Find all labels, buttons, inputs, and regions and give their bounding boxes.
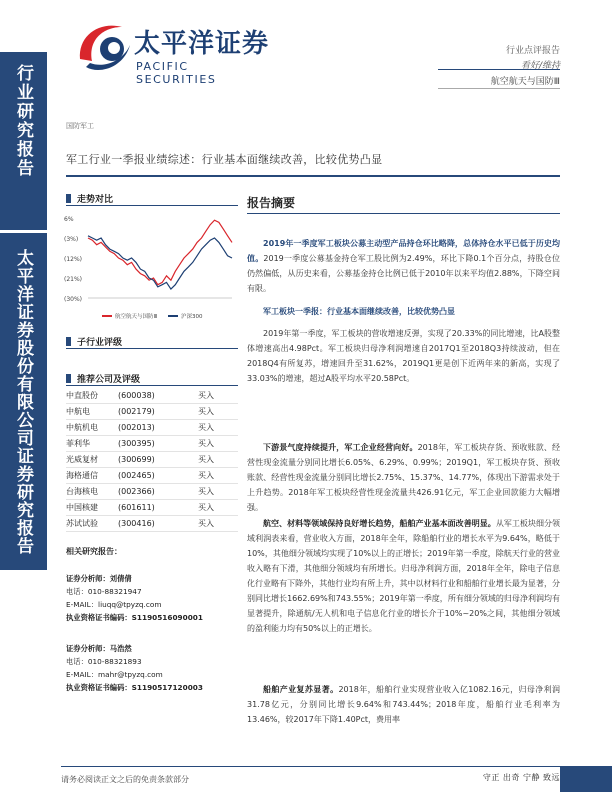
analyst-1 [66, 572, 246, 624]
pick-row [66, 484, 238, 500]
abstract-heading: 报告摘要 [247, 196, 296, 210]
trend-chart [62, 210, 240, 330]
paragraph-4 [247, 516, 560, 636]
pick-name: 中航机电 [66, 423, 98, 432]
paragraph-3 [247, 440, 560, 515]
page-title: 军工行业一季报业绩综述：行业基本面继续改善，比较优势凸显 [66, 153, 383, 166]
related-reports-heading: 相关研究报告： [66, 547, 122, 556]
paragraph-5-lead: 船舶产业复苏显著。 [263, 685, 339, 694]
analyst-name: 证券分析师：马浩然 [66, 644, 132, 653]
pick-code: (002179) [118, 407, 155, 416]
series-line-0 [88, 220, 232, 285]
pick-rating: 买入 [198, 487, 214, 496]
category-label: 国防军工 [66, 122, 94, 130]
pick-code: (002366) [118, 487, 155, 496]
y-tick-label: 6% [64, 216, 74, 223]
footer-accent [560, 766, 612, 792]
pick-rating: 买入 [198, 519, 214, 528]
pick-code: (600038) [118, 391, 155, 400]
paragraph-4-lead: 航空、材料等领域保持良好增长趋势，船舶产业基本面改善明显。 [263, 519, 496, 528]
side-banner-top-text: 行业研究报告 [13, 64, 33, 178]
analyst-email: E-MAIL：liuqq@tpyzq.com [66, 600, 162, 609]
paragraph-1-lead: 2019年一季度军工板块公募主动型产品持仓环比略降，总体持仓水平已低于历史均值。 [247, 239, 560, 263]
pick-rating: 买入 [198, 407, 214, 416]
analyst-name: 证券分析师：刘倩倩 [66, 574, 132, 583]
analyst-phone: 电话：010-88321947 [66, 587, 142, 596]
analyst-2 [66, 642, 246, 694]
paragraph-4-body: 从军工板块细分领域利润表来看，营业收入方面，2018年全年，除船舶行业的增长水平为9.64%，略低于10%，其他细分领域均实现了10%以上的正增长；2019年第一季度，除航天行业的营业收入略有下滑，其他细分领域均有所增长。归母净利润方面，2018年全年，除电子信息化行业略有下降外，其他行业均有所上升，其中以材料行业和船舶行业增长最为显著，分别同比增长1662.69%和743.55%；2019年第一季度，所有细分领域的归母净利润均有显著提升，除通航/无人机和电子信息化行业的增长介于10%~20%之间，其他细分领域的盈利能力均有50%以上的正增长。 [247, 519, 561, 633]
sector-label: 航空航天与国防Ⅲ [490, 77, 560, 87]
pick-rating: 买入 [198, 423, 214, 432]
analyst-phone: 电话：010-88321893 [66, 657, 142, 666]
side-banner-bottom-text: 太平洋证券股份有限公司证券研究报告 [13, 249, 33, 555]
pick-code: (300395) [118, 439, 155, 448]
y-tick-label: (3%) [64, 236, 79, 243]
rating-heading: 子行业评级 [66, 335, 122, 348]
pick-name: 中国核建 [66, 503, 98, 512]
pick-row [66, 436, 238, 452]
paragraph-1 [247, 236, 560, 296]
paragraph-2b [247, 326, 560, 386]
paragraph-2-body: 2019年第一季度，军工板块的营收增速反弹，实现了20.33%的同比增速，比A股整体增速高出4.98Pct。军工板块归母净利润增速自2017Q1至2018Q3持续波动，但在2018Q4有所复苏，增速回升至31.62%，2019Q1更是创下近两年来的新高，实现了33.03%的增速，超过A股平均水平20.58Pct。 [247, 329, 560, 383]
pick-code: (300699) [118, 455, 155, 464]
report-type: 行业点评报告 [505, 46, 560, 56]
trend-rule [66, 205, 238, 206]
picks-rule [66, 385, 238, 386]
section-marker-icon [66, 374, 71, 383]
series-line-1 [88, 236, 232, 289]
rating: 看好/维持 [520, 61, 560, 71]
y-tick-label: (21%) [64, 276, 83, 283]
logo-en-text: PACIFIC SECURITIES [136, 60, 217, 86]
side-banner-bottom [0, 230, 47, 570]
pick-row [66, 404, 238, 420]
side-banner-top [0, 52, 47, 230]
pick-rating: 买入 [198, 471, 214, 480]
section-marker-icon [66, 337, 71, 346]
pick-code: (002465) [118, 471, 155, 480]
legend-label: 沪深300 [181, 314, 203, 320]
y-tick-label: (30%) [64, 296, 83, 303]
pick-name: 苏试试验 [66, 519, 98, 528]
picks-heading: 推荐公司及评级 [66, 372, 140, 385]
pick-name: 光威复材 [66, 455, 98, 464]
analyst-email: E-MAIL：mahr@tpyzq.com [66, 670, 163, 679]
header-divider [438, 69, 560, 70]
analyst-cert: 执业资格证书编码：S1190517120003 [66, 683, 203, 692]
abstract-rule [247, 213, 560, 214]
pick-row [66, 516, 238, 532]
header-divider-2 [438, 88, 560, 89]
picks-table [66, 388, 238, 532]
pick-name: 台海核电 [66, 487, 98, 496]
pick-rating: 买入 [198, 455, 214, 464]
footer-disclaimer: 请务必阅读正文之后的免责条款部分 [61, 775, 189, 784]
logo-swoosh-icon [70, 15, 134, 79]
paragraph-3-lead: 下游景气度持续提升，军工企业经营向好。 [263, 443, 418, 452]
section-marker-icon [66, 194, 71, 203]
pick-row [66, 420, 238, 436]
pick-name: 中直股份 [66, 391, 98, 400]
pick-rating: 买入 [198, 503, 214, 512]
pick-row [66, 452, 238, 468]
pick-row [66, 500, 238, 516]
footer-rule [61, 766, 560, 767]
logo-cn-text: 太平洋证券 [134, 29, 270, 59]
rating-rule [66, 348, 238, 349]
trend-chart-svg [62, 210, 240, 330]
pick-code: (300416) [118, 519, 155, 528]
pick-code: (601611) [118, 503, 155, 512]
pick-rating: 买入 [198, 439, 214, 448]
paragraph-5 [247, 682, 560, 727]
analyst-cert: 执业资格证书编码：S1190516090001 [66, 613, 203, 622]
paragraph-3-body: 2018年，军工板块存货、预收账款、经营性现金流量分别同比增长6.05%、6.29%、0.99%；2019Q1，军工板块存货、预收账款、经营性现金流量分别同比增长2.75%、15.37%、14.77%，体现出下游需求处于上升趋势。2018年军工板块经营性现金流量共426.91亿元，军工企业回款能力大幅增强。 [247, 443, 560, 512]
pick-name: 海格通信 [66, 471, 98, 480]
trend-heading: 走势对比 [66, 192, 113, 205]
title-rule [66, 175, 560, 177]
side-banner [0, 0, 47, 792]
paragraph-2 [247, 304, 560, 319]
pick-row [66, 388, 238, 404]
pick-name: 菲利华 [66, 439, 90, 448]
legend-label: 航空航天与国防Ⅲ [115, 314, 158, 320]
pick-rating: 买入 [198, 391, 214, 400]
footer [47, 766, 612, 792]
paragraph-5-body: 2018年，船舶行业实现营业收入亿1082.16元，归母净利润31.78亿元，分别同比增长9.64%和743.44%；2018年度，船舶行业毛利率为13.46%，较2017年下降1.40Pct，费用率 [247, 685, 560, 724]
y-tick-label: (12%) [64, 256, 83, 263]
pick-name: 中航电 [66, 407, 90, 416]
company-logo [70, 15, 270, 85]
paragraph-2-lead: 军工板块一季报：行业基本面继续改善，比较优势凸显 [263, 307, 455, 316]
pick-code: (002013) [118, 423, 155, 432]
paragraph-1-body: 2019一季度公募基金持仓军工股比例为2.49%，环比下降0.1个百分点，持股仓位仍然偏低，从历史来看，公募基金持仓比例已低于2010年以来平均值2.88%，下降空间有限。 [247, 254, 561, 293]
footer-motto: 守正 出奇 宁静 致远 [482, 773, 560, 782]
pick-row [66, 468, 238, 484]
